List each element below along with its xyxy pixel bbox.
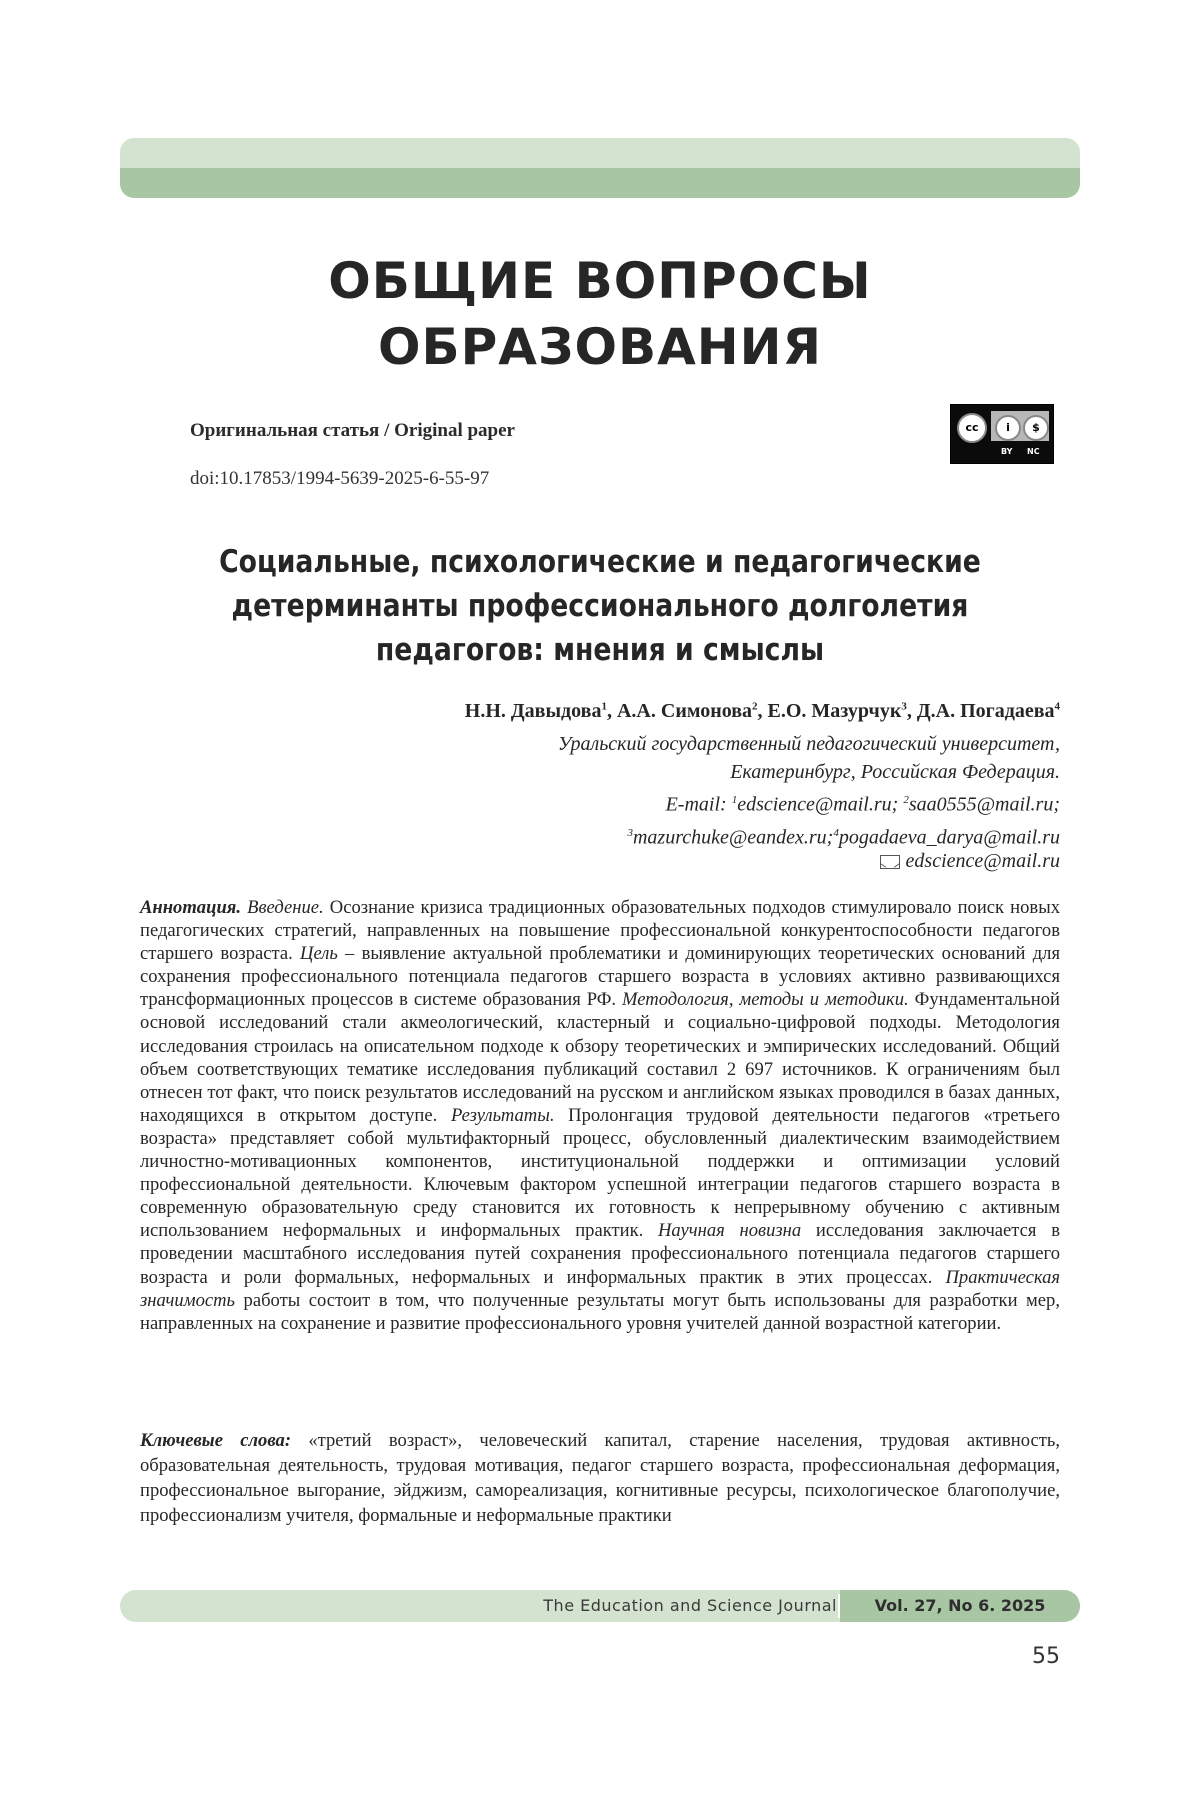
author-sup: 1 [601,700,607,713]
section-title-line2: ОБРАЗОВАНИЯ [378,318,822,376]
author-name: Н.Н. Давыдова [464,700,602,722]
author-separator: , [606,700,617,722]
page-number: 55 [1032,1644,1060,1669]
methods-text: Фундаментальной основой исследований стали акмеологический, кластерный и социально-цифровой подходы. Методология исследования строилась на описательном подходе к обзору теоретических и эмпирических исследований. Общий объем соответствующих тематике исследования публикаций составил 2 697 источников. К ограничениям был отнесен тот факт, что поиск результатов исследований на русском и английском языках проводился в базах данных, находящихся в открытом доступе. [140,989,1060,1126]
authors [465,700,1060,723]
paper-type: Оригинальная статья / Original paper [190,420,515,441]
results-label: Результаты. [450,1104,555,1126]
author-sup: 3 [901,700,907,713]
email-sup: 1 [731,794,738,806]
email-link[interactable]: saa0555@mail.ru; [908,793,1060,816]
author-name: Д.А. Погадаева [916,700,1055,722]
author-sup: 2 [752,700,758,713]
author-separator: , [906,700,917,722]
person-icon: i [995,415,1021,441]
results-text: Пролонгация трудовой деятельности педагогов «третьего возраста» представляет собой мультифакторный процесс, обусловленный диалектическим взаимодействием личностно-мотивационных компонентов, институциональной поддержки и оптимизации условий профессиональной деятельности. Ключевым фактором успешной интеграции педагогов старшего возраста в современную образовательную среду становится их готовность к непрерывному обучению с активным использованием неформальных и информальных практик. [140,1104,1060,1242]
email-line [558,786,1060,819]
section-title [120,248,1080,380]
novelty-label: Научная новизна [658,1220,802,1242]
affiliation-city: Екатеринбург, Российская Федерация. [730,761,1060,783]
author-name: Е.О. Мазурчук [767,700,902,722]
article-title-line1: Социальные, психологические и педагогические [219,544,981,580]
by-label: BY [1001,447,1013,456]
footer-volume: Vol. 27, No 6. 2025 [840,1590,1080,1622]
novelty-text: исследования заключается в проведении масштабного исследования путей сохранения профессионального потенциала педагогов старшего возраста и роли формальных, неформальных и информальных практик в этих процессах. [140,1220,1060,1288]
cc-license-badge[interactable] [950,404,1054,464]
author-separator: , [757,700,768,722]
affiliation [558,730,1060,851]
footer-journal: The Education and Science Journal [543,1596,837,1615]
email-link[interactable]: edscience@mail.ru; [737,793,904,816]
author-name: А.А. Симонова [616,700,753,722]
practical-text: работы состоит в том, что полученные результаты могут быть использованы для разработки мер, направленных на сохранение и развитие профессионального уровня учителей данной возрастной категории. [140,1289,1060,1334]
article-title-line3: педагогов: мнения и смыслы [375,632,825,668]
email-link[interactable]: pogadaeva_darya@mail.ru [838,826,1060,849]
keywords-text: «третий возраст», человеческий капитал, старение населения, трудовая активность, образовательная деятельность, трудовая мотивация, педагог старшего возраста, профессиональная деформация, профессиональное выгорание, эйджизм, самореализация, когнитивные ресурсы, психологическое благополучие, профессионализм учителя, формальные и неформальные практики [140,1430,1060,1526]
cc-icon: cc [957,413,987,443]
email-line [558,819,1060,852]
intro-label: Введение. [247,897,324,918]
article-title-line2: детерминанты профессионального долголетия [231,588,969,624]
top-banner-dark [120,168,1080,198]
noncommercial-icon: $ [1023,415,1049,441]
article-title [213,540,987,672]
affiliation-university: Уральский государственный педагогический университет, [557,733,1060,755]
author-sup: 4 [1054,700,1060,713]
contact-email [880,850,1060,873]
intro-text: Осознание кризиса традиционных образовательных подходов стимулировало поиск новых педагогических стратегий, направленных на повышение профессиональной конкурентоспособности педагогов старшего возраста. [140,897,1060,965]
email-sup: 2 [903,794,909,806]
envelope-icon [880,855,900,869]
top-banner-light [120,138,1080,168]
methods-label: Методология, методы и методики. [622,989,909,1011]
top-banner [120,138,1080,198]
aim-label: Цель [300,943,338,965]
footer-bar [120,1590,1080,1622]
keywords-label: Ключевые слова: [140,1430,292,1451]
abstract-label: Аннотация. [140,897,242,918]
aim-text: – выявление актуальной проблематики и доминирующих теоретических оснований для сохранения профессионального потенциала педагогов старшего возраста в условиях активно развивающихся трансформационных процессов в системе образования РФ. [140,943,1060,1011]
email-sup: 3 [627,826,633,839]
email-link[interactable]: mazurchuke@eandex.ru; [632,826,834,849]
abstract [140,896,1060,1335]
email-sup: 4 [833,826,839,839]
practical-label: Практическая значимость [140,1266,1061,1311]
nc-label: NC [1027,447,1040,456]
email-prefix: E-mail: [665,793,732,816]
doi-link[interactable]: doi:10.17853/1994-5639-2025-6-55-97 [190,468,490,489]
contact-email-link[interactable]: edscience@mail.ru [905,850,1060,872]
keywords [140,1428,1060,1528]
section-title-line1: ОБЩИЕ ВОПРОСЫ [328,252,872,310]
